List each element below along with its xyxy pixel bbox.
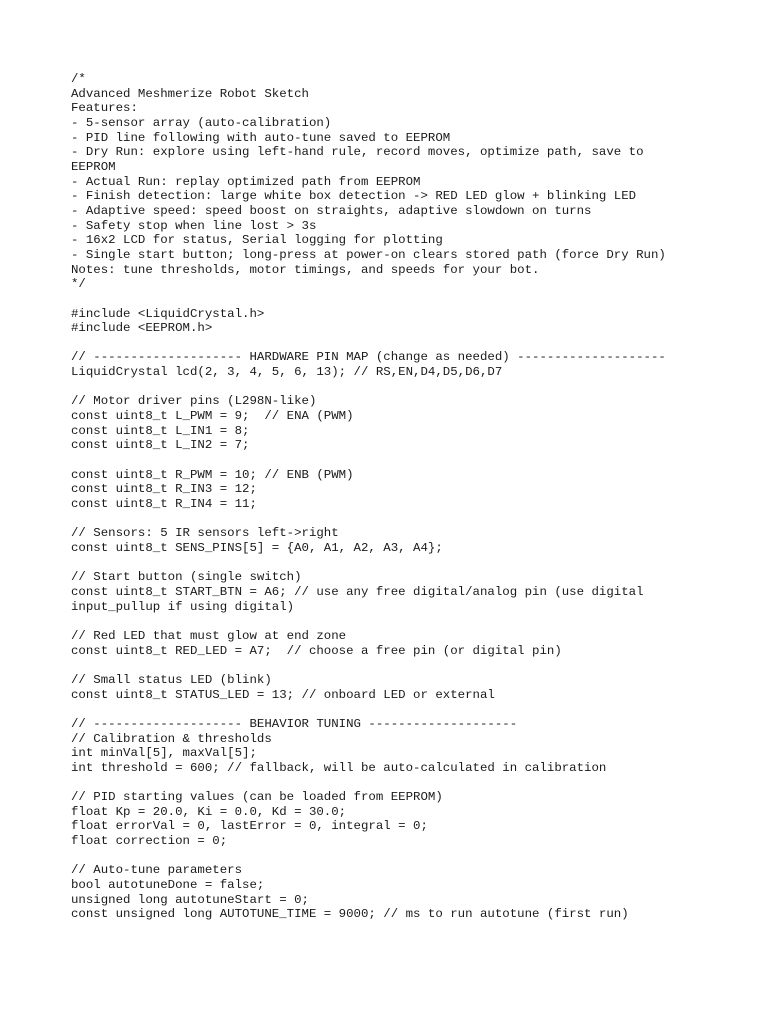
code-line: const uint8_t STATUS_LED = 13; // onboard LED or external [71,687,495,702]
code-line: - Single start button; long-press at power-on clears stored path (force Dry Run) [71,247,666,262]
blank-line [71,776,761,791]
code-line: const uint8_t R_PWM = 10; // ENB (PWM) [71,467,354,482]
code-line: int minVal[5], maxVal[5]; [71,746,257,761]
code-line: int threshold = 600; // fallback, will be auto-calculated in calibration [71,760,607,775]
code-line: - Adaptive speed: speed boost on straights, adaptive slowdown on turns [71,203,592,218]
blank-line [71,336,761,351]
blank-line [71,512,761,527]
blank-line [71,702,761,717]
code-line: // Start button (single switch) [71,570,302,585]
code-line: float errorVal = 0, lastError = 0, integral = 0; [71,819,428,834]
code-listing [71,72,761,922]
code-line: - 16x2 LCD for status, Serial logging for plotting [71,233,443,248]
blank-line [71,658,761,673]
code-line: - Finish detection: large white box detection -> RED LED glow + blinking LED [71,189,637,204]
code-line: - Actual Run: replay optimized path from EEPROM [71,174,421,189]
code-line: // Auto-tune parameters [71,863,243,878]
code-line: - Dry Run: explore using left-hand rule, record moves, optimize path, save to [71,145,644,160]
code-line: // Calibration & thresholds [71,731,272,746]
code-line: EEPROM [71,159,116,174]
code-line: // -------------------- BEHAVIOR TUNING -------------------- [71,716,518,731]
code-line: // PID starting values (can be loaded from EEPROM) [71,790,443,805]
code-line: */ [71,277,86,292]
blank-line [71,556,761,571]
code-line: #include <LiquidCrystal.h> [71,306,265,321]
code-line: const uint8_t RED_LED = A7; // choose a free pin (or digital pin) [71,643,562,658]
code-line: float Kp = 20.0, Ki = 0.0, Kd = 30.0; [71,804,347,819]
blank-line [71,380,761,395]
code-line: LiquidCrystal lcd(2, 3, 4, 5, 6, 13); // RS,EN,D4,D5,D6,D7 [71,365,503,380]
blank-line [71,453,761,468]
code-line: const uint8_t L_IN1 = 8; [71,423,250,438]
code-line: Notes: tune thresholds, motor timings, and speeds for your bot. [71,262,540,277]
code-line: #include <EEPROM.h> [71,321,213,336]
code-line: - PID line following with auto-tune saved to EEPROM [71,130,451,145]
code-line: - 5-sensor array (auto-calibration) [71,115,332,130]
blank-line [71,292,761,307]
code-line: Advanced Meshmerize Robot Sketch [71,86,309,101]
code-line: // Motor driver pins (L298N-like) [71,394,317,409]
code-line: Features: [71,101,138,116]
code-line: const unsigned long AUTOTUNE_TIME = 9000; // ms to run autotune (first run) [71,907,629,922]
code-line: - Safety stop when line lost > 3s [71,218,317,233]
code-line: // Red LED that must glow at end zone [71,628,347,643]
code-line: float correction = 0; [71,834,228,849]
code-line: // Sensors: 5 IR sensors left->right [71,526,339,541]
blank-line [71,849,761,864]
code-line: const uint8_t L_PWM = 9; // ENA (PWM) [71,409,354,424]
code-line: const uint8_t SENS_PINS[5] = {A0, A1, A2, A3, A4}; [71,541,443,555]
code-line: bool autotuneDone = false; [71,878,265,893]
code-line: const uint8_t L_IN2 = 7; [71,438,250,453]
code-line: input_pullup if using digital) [71,599,295,614]
code-line: /* [71,72,86,86]
code-line: const uint8_t R_IN4 = 11; [71,497,257,512]
code-line: const uint8_t START_BTN = A6; // use any free digital/analog pin (use digital [71,584,644,599]
blank-line [71,614,761,629]
code-line: const uint8_t R_IN3 = 12; [71,482,257,497]
code-line: unsigned long autotuneStart = 0; [71,892,309,907]
code-line: // -------------------- HARDWARE PIN MAP (change as needed) -------------------- [71,350,666,365]
code-line: // Small status LED (blink) [71,672,272,687]
